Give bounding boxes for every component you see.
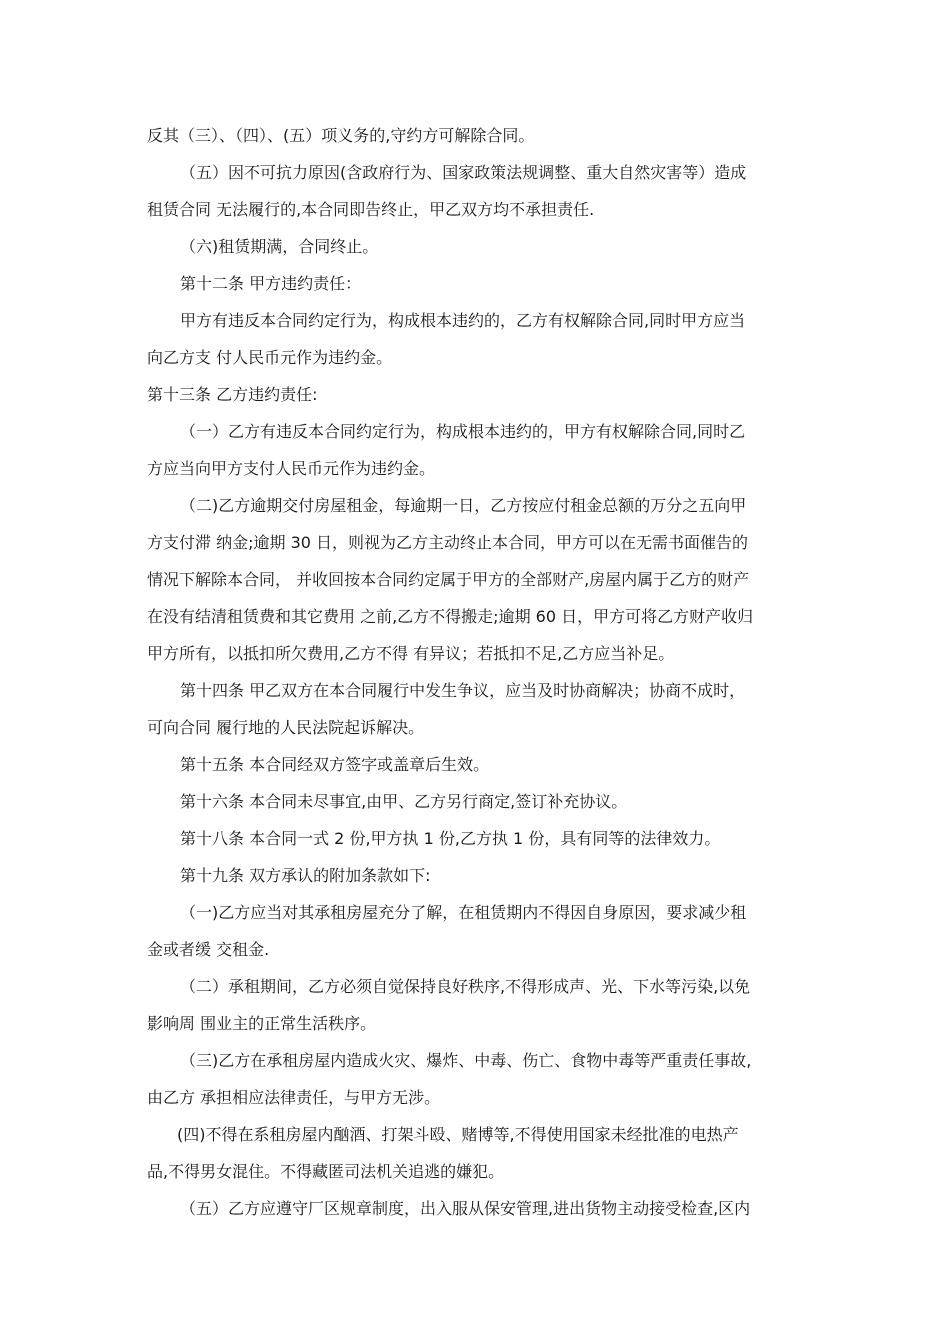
text-line: (四)不得在系租房屋内酗酒、打架斗殴、赌博等,不得使用国家未经批准的电热产	[177, 1125, 739, 1144]
text-line: （一)乙方应当对其承租房屋充分了解，在租赁期内不得因自身原因，要求减少租	[180, 903, 747, 922]
text-line: （五）乙方应遵守厂区规章制度，出入服从保安管理,进出货物主动接受检查,区内	[180, 1199, 751, 1218]
section-heading: 第十八条 本合同一式 2 份,甲方执 1 份,乙方执 1 份，具有同等的法律效力。	[180, 829, 721, 848]
text-line: 向乙方支 付人民币元作为违约金。	[147, 348, 393, 367]
section-heading: 第十三条 乙方违约责任:	[147, 385, 318, 404]
text-line: （六)租赁期满，合同终止。	[180, 237, 379, 256]
section-heading: 第十二条 甲方违约责任：	[180, 274, 362, 293]
text-line: 反其（三）、（四）、(五）项义务的,守约方可解除合同。	[147, 126, 535, 145]
text-line: 由乙方 承担相应法律责任，与甲方无涉。	[147, 1088, 441, 1107]
text-line: 甲方有违反本合同约定行为，构成根本违约的，乙方有权解除合同,同时甲方应当	[180, 311, 746, 330]
section-heading: 第十四条 甲乙双方在本合同履行中发生争议，应当及时协商解决；协商不成时，	[180, 681, 746, 700]
section-heading: 第十五条 本合同经双方签字或盖章后生效。	[180, 755, 490, 774]
text-line: 情况下解除本合同， 并收回按本合同约定属于甲方的全部财产,房屋内属于乙方的财产	[147, 570, 750, 589]
text-line: （三)乙方在承租房屋内造成火灾、爆炸、中毒、伤亡、食物中毒等严重责任事故,	[180, 1051, 752, 1070]
text-line: （二)乙方逾期交付房屋租金，每逾期一日，乙方按应付租金总额的万分之五向甲	[180, 496, 747, 515]
text-line: （一）乙方有违反本合同约定行为，构成根本违约的，甲方有权解除合同,同时乙	[180, 422, 746, 441]
text-line: 在没有结清租赁费和其它费用 之前,乙方不得搬走;逾期 60 日，甲方可将乙方财产收归	[147, 607, 754, 626]
text-line: 影响周 围业主的正常生活秩序。	[147, 1014, 377, 1033]
text-line: 方应当向甲方支付人民币元作为违约金。	[147, 459, 436, 478]
text-line: 品,不得男女混住。不得藏匿司法机关追逃的嫌犯。	[147, 1162, 505, 1181]
text-line: 甲方所有，以抵扣所欠费用,乙方不得 有异议；若抵扣不足,乙方应当补足。	[147, 644, 675, 663]
section-heading: 第十六条 本合同未尽事宜,由甲、乙方另行商定,签订补充协议。	[180, 792, 628, 811]
text-line: （二）承租期间，乙方必须自觉保持良好秩序,不得形成声、光、下水等污染,以免	[180, 977, 751, 996]
text-line: 方支付滞 纳金;逾期 30 日，则视为乙方主动终止本合同，甲方可以在无需书面催告的	[147, 533, 749, 552]
text-line: 可向合同 履行地的人民法院起诉解决。	[147, 718, 425, 737]
text-line: 金或者缓 交租金.	[147, 940, 270, 959]
section-heading: 第十九条 双方承认的附加条款如下:	[180, 866, 431, 885]
text-line: （五）因不可抗力原因(含政府行为、国家政策法规调整、重大自然灾害等）造成	[180, 163, 747, 182]
text-line: 租赁合同 无法履行的,本合同即告终止，甲乙双方均不承担责任.	[147, 200, 595, 219]
